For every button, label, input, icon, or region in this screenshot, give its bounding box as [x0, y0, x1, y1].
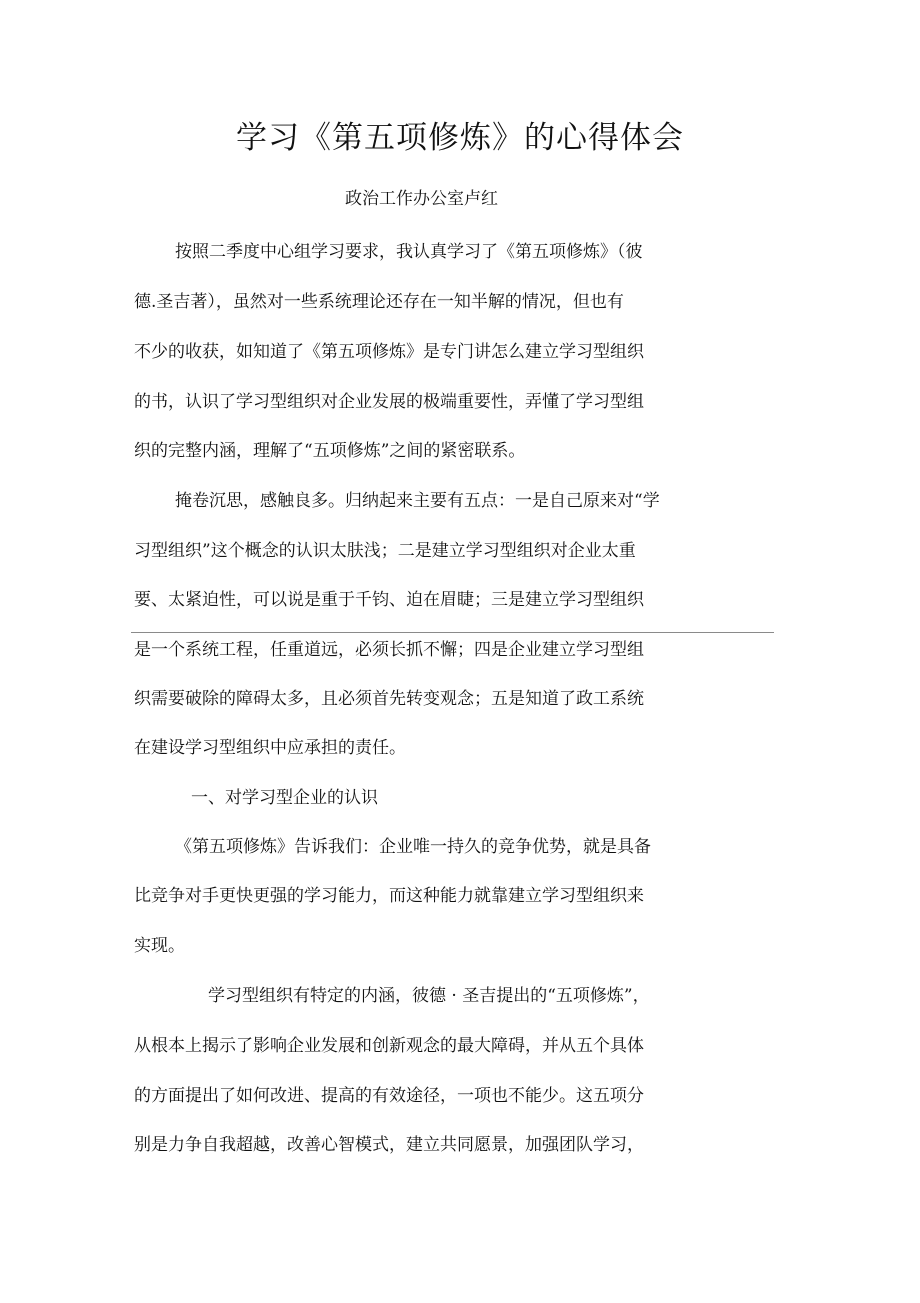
- paragraph-2-line-3: 要、太紧迫性，可以说是重于千钧、迫在眉睫；三是建立学习型组织: [134, 590, 644, 610]
- paragraph-1-line-5: 织的完整内涵，理解了“五项修炼”之间的紧密联系。: [134, 441, 526, 461]
- paragraph-1-line-1: 按照二季度中心组学习要求，我认真学习了《第五项修炼》（彼: [175, 242, 643, 262]
- paragraph-2-line-5: 织需要破除的障碍太多，且必须首先转变观念；五是知道了政工系统: [134, 689, 644, 709]
- paragraph-1-line-3: 不少的收获，如知道了《第五项修炼》是专门讲怎么建立学习型组织: [134, 342, 644, 362]
- paragraph-4-line-3: 的方面提出了如何改进、提高的有效途径，一项也不能少。这五项分: [134, 1086, 644, 1106]
- paragraph-2-line-1: 掩卷沉思，感触良多。归纳起来主要有五点：一是自己原来对“学: [175, 491, 660, 511]
- paragraph-1-line-4: 的书，认识了学习型组织对企业发展的极端重要性，弄懂了学习型组: [134, 392, 644, 412]
- paragraph-3-line-2: 比竞争对手更快更强的学习能力，而这种能力就靠建立学习型组织来: [134, 886, 644, 906]
- section-heading: 一、对学习型企业的认识: [191, 788, 378, 808]
- paragraph-4-line-1: 学习型组织有特定的内涵，彼德 · 圣吉提出的“五项修炼”，: [208, 986, 650, 1006]
- horizontal-rule: [131, 632, 774, 633]
- document-author: 政治工作办公室卢红: [345, 189, 498, 209]
- paragraph-1-line-2: 德.圣吉著），虽然对一些系统理论还存在一知半解的情况，但也有: [134, 292, 624, 312]
- paragraph-2-line-4: 是一个系统工程，任重道远，必须长抓不懈；四是企业建立学习型组: [134, 640, 644, 660]
- paragraph-4-line-4: 别是力争自我超越，改善心智模式，建立共同愿景，加强团队学习，: [134, 1135, 644, 1155]
- paragraph-4-line-2: 从根本上揭示了影响企业发展和创新观念的最大障碍，并从五个具体: [134, 1036, 644, 1056]
- paragraph-2-line-6: 在建设学习型组织中应承担的责任。: [134, 738, 406, 758]
- paragraph-3-line-3: 实现。: [134, 936, 185, 956]
- paragraph-2-line-2: 习型组织”这个概念的认识太肤浅；二是建立学习型组织对企业太重: [134, 541, 636, 561]
- document-title: 学习《第五项修炼》的心得体会: [236, 120, 684, 156]
- paragraph-3-line-1: 《第五项修炼》告诉我们：企业唯一持久的竞争优势，就是具备: [175, 837, 651, 857]
